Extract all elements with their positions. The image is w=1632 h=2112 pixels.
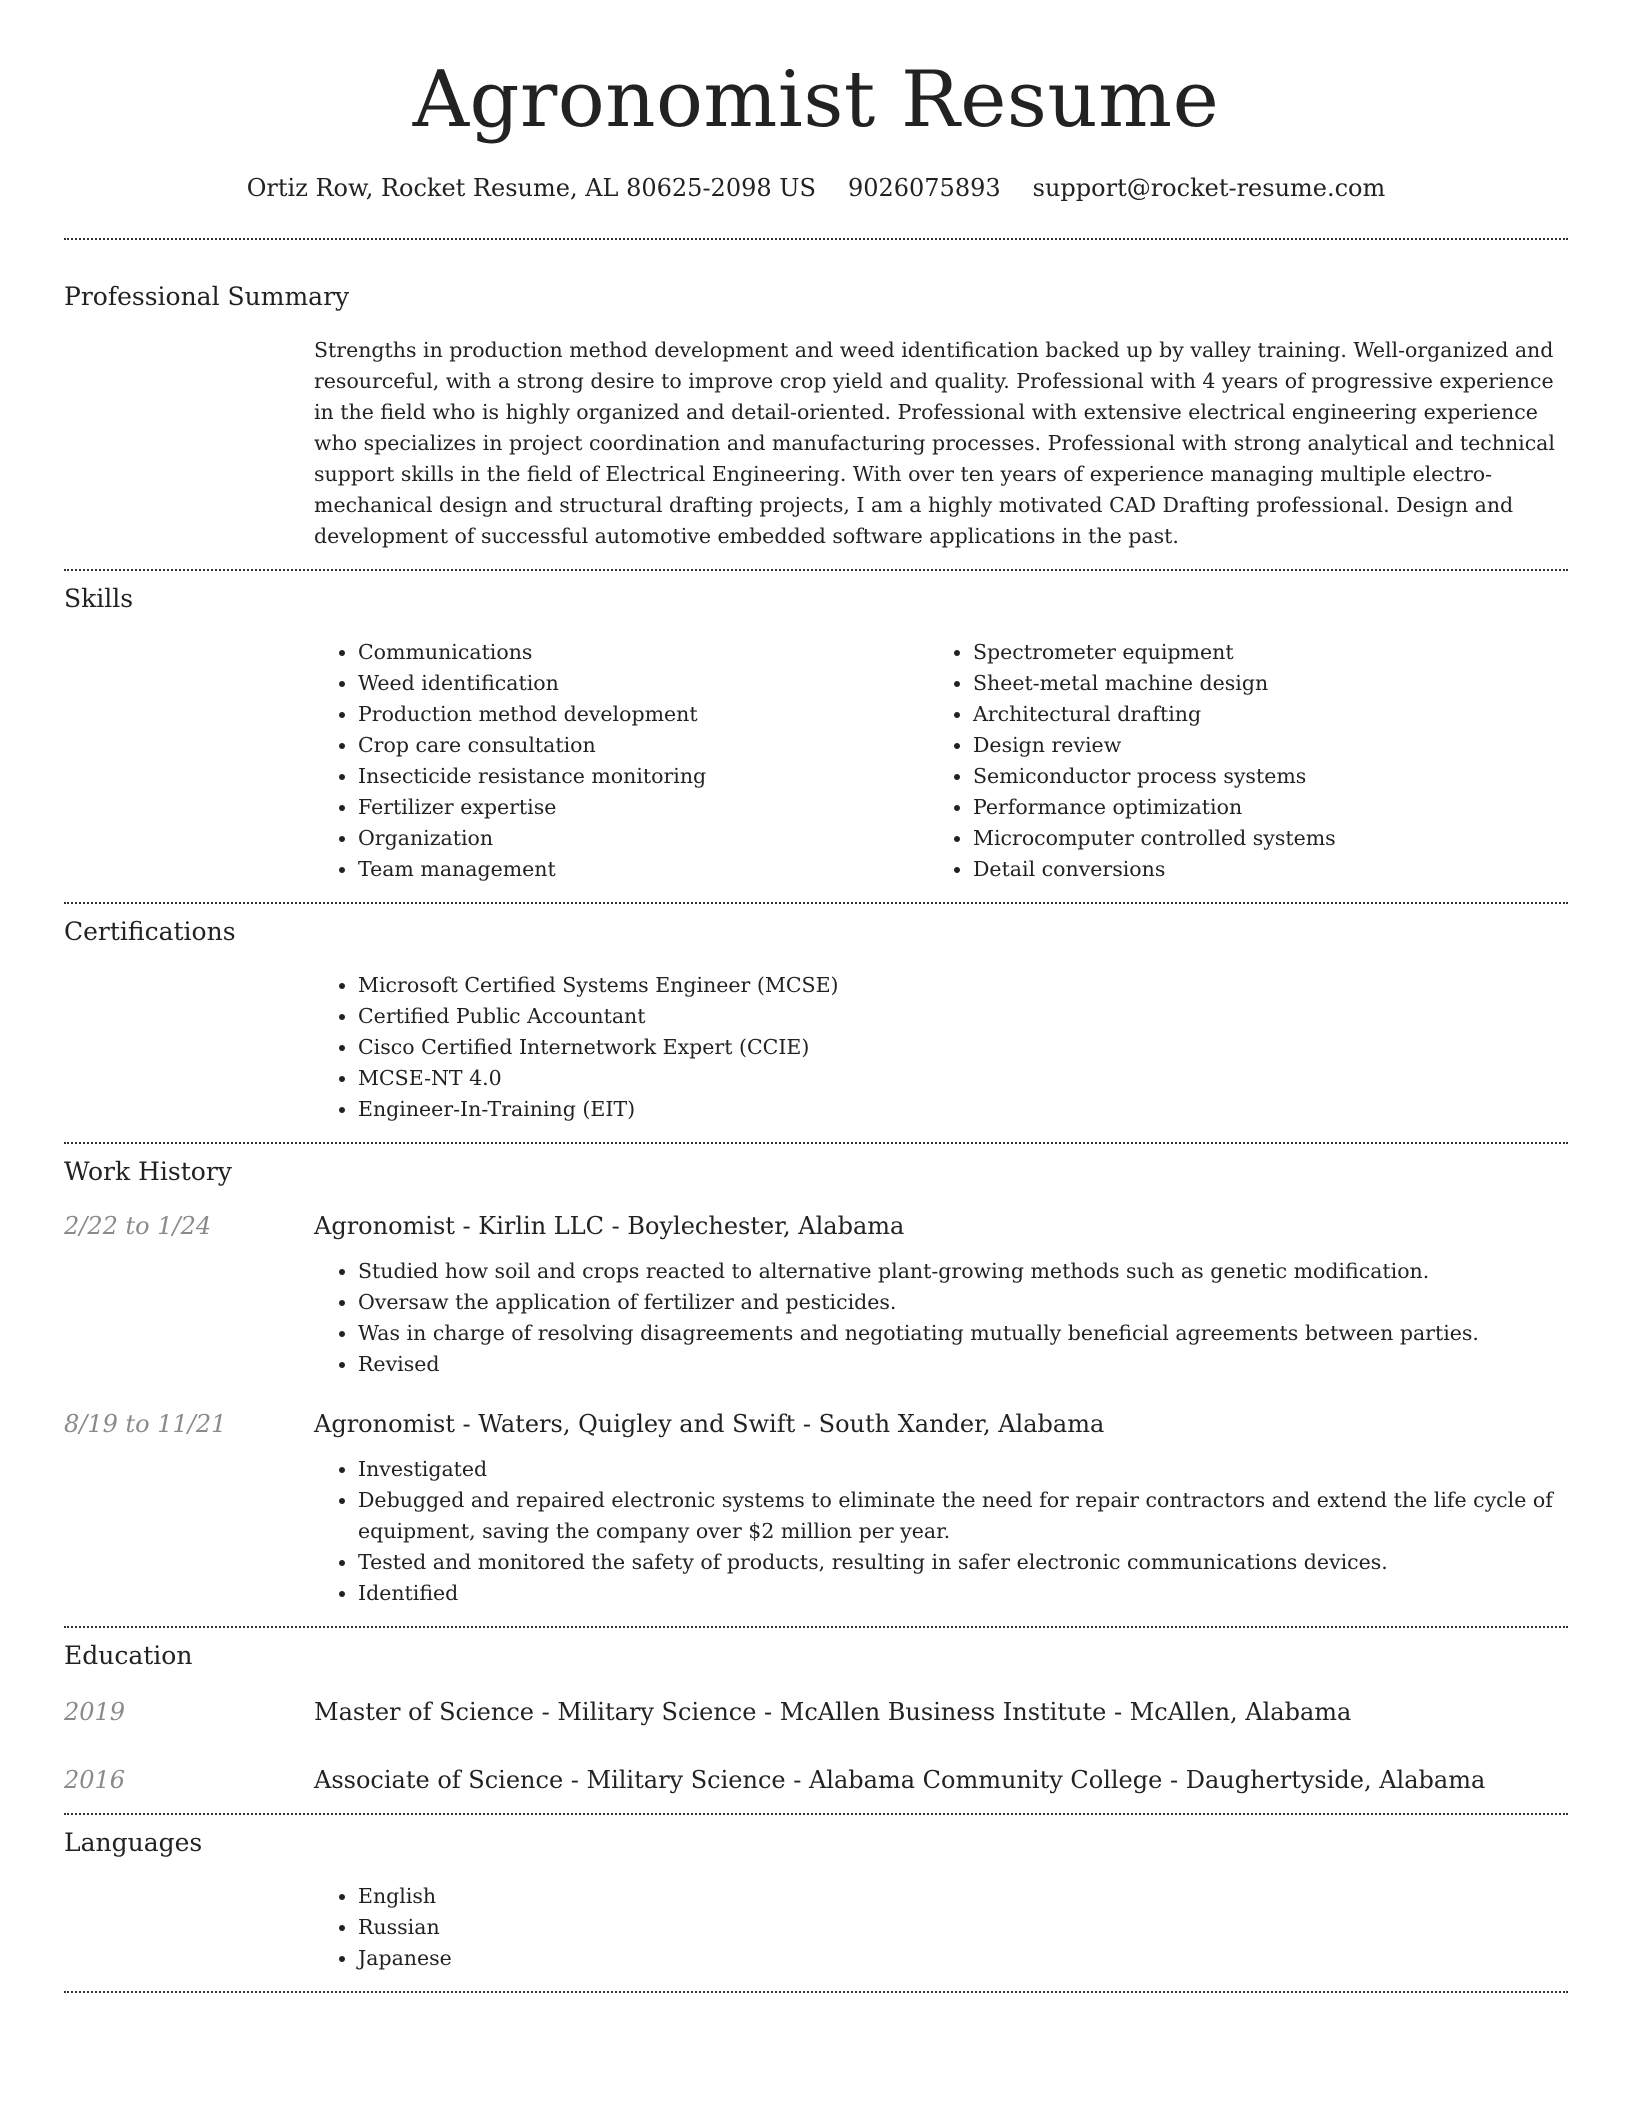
skill-item: • Fertilizer expertise bbox=[358, 792, 929, 823]
section-heading-languages: Languages bbox=[64, 1828, 203, 1857]
skill-item: • Performance optimization bbox=[973, 792, 1544, 823]
section-heading-skills: Skills bbox=[64, 584, 134, 613]
job-bullets bbox=[314, 1454, 1568, 1609]
education-school: - McAllen Business Institute - McAllen, Alabama bbox=[756, 1698, 1352, 1726]
skills-section bbox=[64, 571, 1568, 902]
skill-item: • Sheet-metal machine design bbox=[973, 668, 1544, 699]
skill-item: • Architectural drafting bbox=[973, 699, 1544, 730]
summary-section bbox=[64, 240, 1568, 569]
languages-section bbox=[64, 1815, 1568, 1991]
job-title: Agronomist - Waters, Quigley and Swift - South Xander, Alabama bbox=[314, 1410, 1105, 1438]
section-heading-education: Education bbox=[64, 1641, 193, 1670]
job-bullet: • Investigated bbox=[358, 1454, 1568, 1485]
job-dates: 2/22 to 1/24 bbox=[64, 1212, 212, 1240]
contact-line bbox=[64, 172, 1568, 204]
section-heading-work: Work History bbox=[64, 1157, 232, 1186]
job-bullets bbox=[314, 1256, 1568, 1380]
job-header bbox=[64, 1210, 1568, 1242]
skills-list-left bbox=[314, 637, 929, 885]
job-title: Agronomist - Kirlin LLC - Boylechester, Alabama bbox=[314, 1212, 905, 1240]
skills-columns bbox=[314, 637, 1568, 885]
education-year: 2016 bbox=[64, 1766, 126, 1794]
job-dates: 8/19 to 11/21 bbox=[64, 1410, 227, 1438]
certification-item: • Engineer-In-Training (EIT) bbox=[358, 1094, 1568, 1125]
work-history-section bbox=[64, 1144, 1568, 1626]
language-item: • Russian bbox=[358, 1912, 1568, 1943]
job-bullet: • Studied how soil and crops reacted to alternative plant-growing methods such as genetic modification. bbox=[358, 1256, 1568, 1287]
job-bullet: • Revised bbox=[358, 1349, 1568, 1380]
job-bullet: • Tested and monitored the safety of products, resulting in safer electronic communications devices. bbox=[358, 1547, 1568, 1578]
certification-item: • Cisco Certified Internetwork Expert (CCIE) bbox=[358, 1032, 1568, 1063]
skill-item: • Microcomputer controlled systems bbox=[973, 823, 1544, 854]
skill-item: • Detail conversions bbox=[973, 854, 1544, 885]
contact-email: support@rocket-resume.com bbox=[1032, 174, 1386, 202]
section-divider bbox=[64, 1991, 1568, 1993]
job-entry bbox=[64, 1210, 1568, 1380]
job-details bbox=[314, 1454, 1568, 1609]
skills-list-right bbox=[929, 637, 1544, 885]
skill-item: • Production method development bbox=[358, 699, 929, 730]
skill-item: • Team management bbox=[358, 854, 929, 885]
skill-item: • Organization bbox=[358, 823, 929, 854]
section-heading-summary: Professional Summary bbox=[64, 282, 350, 311]
skill-item: • Design review bbox=[973, 730, 1544, 761]
skill-item: • Weed identification bbox=[358, 668, 929, 699]
job-header bbox=[64, 1408, 1568, 1440]
education-entry bbox=[64, 1696, 1568, 1728]
languages-content bbox=[314, 1881, 1568, 1974]
certifications-section bbox=[64, 904, 1568, 1142]
education-section bbox=[64, 1628, 1568, 1813]
education-title bbox=[314, 1764, 1485, 1796]
language-item: • Japanese bbox=[358, 1943, 1568, 1974]
summary-content bbox=[314, 335, 1568, 552]
job-entry bbox=[64, 1408, 1568, 1609]
education-degree: Associate of Science - Military Science bbox=[314, 1766, 786, 1794]
certification-item: • MCSE-NT 4.0 bbox=[358, 1063, 1568, 1094]
education-entry bbox=[64, 1764, 1568, 1796]
education-school: - Alabama Community College - Daughertyside, Alabama bbox=[785, 1766, 1486, 1794]
job-bullet: • Identified bbox=[358, 1578, 1568, 1609]
job-bullet: • Was in charge of resolving disagreements and negotiating mutually beneficial agreements between parties. bbox=[358, 1318, 1568, 1349]
skill-item: • Crop care consultation bbox=[358, 730, 929, 761]
languages-list bbox=[314, 1881, 1568, 1974]
skill-item: • Semiconductor process systems bbox=[973, 761, 1544, 792]
certifications-content bbox=[314, 970, 1568, 1125]
job-details bbox=[314, 1256, 1568, 1380]
certification-item: • Microsoft Certified Systems Engineer (MCSE) bbox=[358, 970, 1568, 1001]
section-heading-certifications: Certifications bbox=[64, 917, 236, 946]
certifications-list bbox=[314, 970, 1568, 1125]
skill-item: • Communications bbox=[358, 637, 929, 668]
summary-text: Strengths in production method development and weed identification backed up by valley training. Well-organized and resourceful, with a strong desire to improve crop yield and quality. Professional with 4 years of progressive experience in the field who is highly organized and detail-oriented. Professional with extensive electrical engineering experience who specializes in project coordination and manufacturing processes. Professional with strong analytical and technical support skills in the field of Electrical Engineering. With over ten years of experience managing multiple electro-mechanical design and structural drafting projects, I am a highly motivated CAD Drafting professional. Design and development of successful automotive embedded software applications in the past. bbox=[314, 338, 1555, 548]
education-degree: Master of Science - Military Science bbox=[314, 1698, 757, 1726]
contact-phone: 9026075893 bbox=[847, 174, 1001, 202]
language-item: • English bbox=[358, 1881, 1568, 1912]
contact-address: Ortiz Row, Rocket Resume, AL 80625-2098 US bbox=[246, 174, 816, 202]
education-year: 2019 bbox=[64, 1698, 126, 1726]
certification-item: • Certified Public Accountant bbox=[358, 1001, 1568, 1032]
education-title bbox=[314, 1696, 1351, 1728]
job-bullet: • Oversaw the application of fertilizer and pesticides. bbox=[358, 1287, 1568, 1318]
skill-item: • Insecticide resistance monitoring bbox=[358, 761, 929, 792]
skill-item: • Spectrometer equipment bbox=[973, 637, 1544, 668]
resume-title: Agronomist Resume bbox=[412, 55, 1220, 145]
job-bullet: • Debugged and repaired electronic systems to eliminate the need for repair contractors and extend the life cycle of equipment, saving the company over $2 million per year. bbox=[358, 1485, 1568, 1547]
